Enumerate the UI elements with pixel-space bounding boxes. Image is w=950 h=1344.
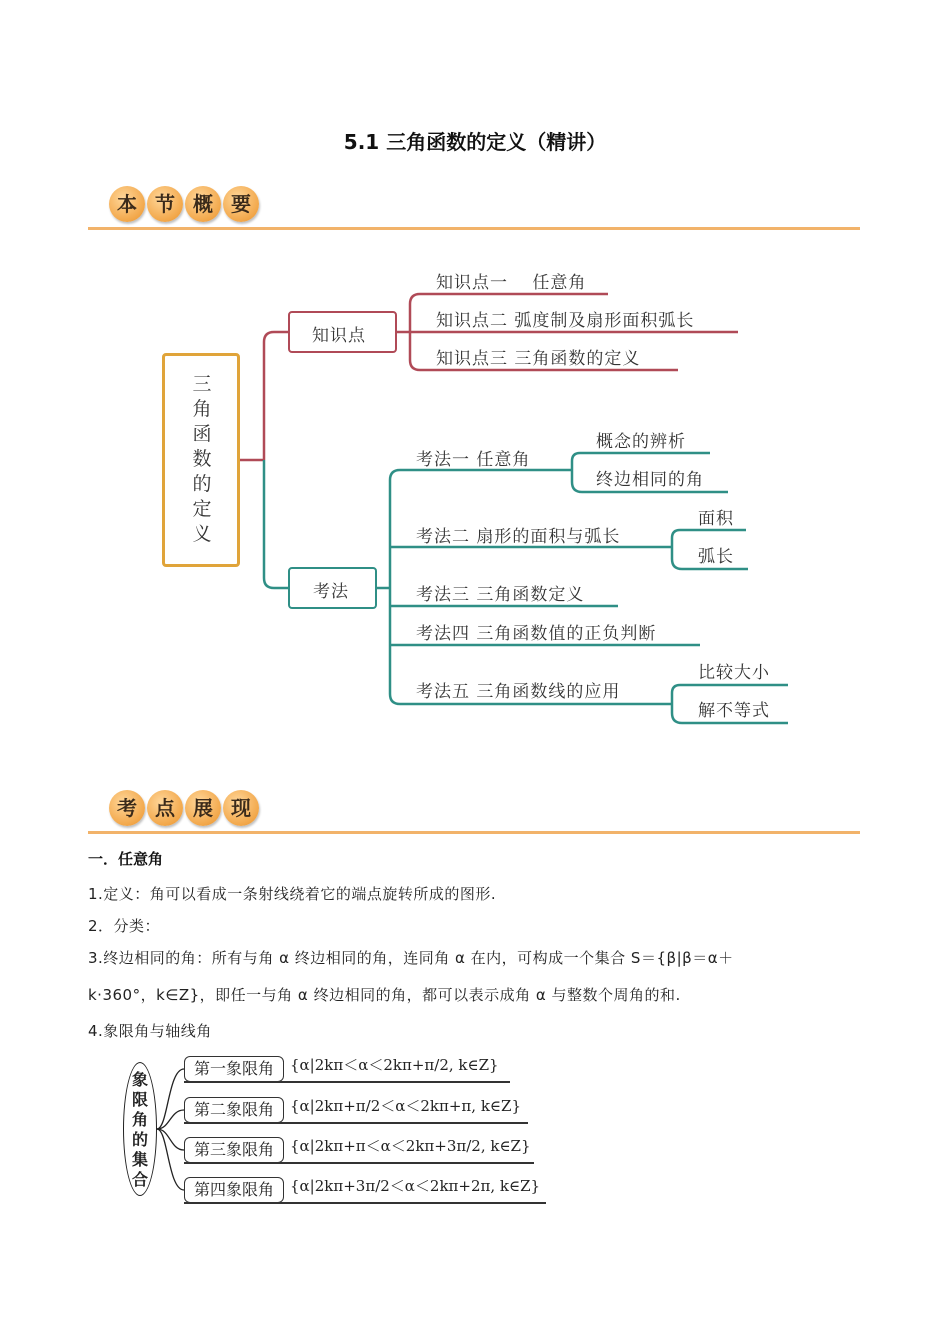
quadrant-label: 第二象限角 [184,1097,284,1123]
oval-char: 合 [131,1170,148,1189]
method-sub-item: 概念的辨析 [596,432,686,452]
method-sub-item: 面积 [698,509,734,529]
root-char: 的 [192,473,212,495]
method-item: 考法一 任意角 [416,450,531,470]
mindmap-knowledge-label: 知识点 [312,326,366,346]
quadrant-formula: {α|2kπ+π/2＜α＜2kπ+π, k∈Z} [290,1097,521,1115]
quadrant-underline [184,1122,528,1124]
oval-char: 角 [131,1110,148,1129]
paragraph-definition: 1.定义：角可以看成一条射线绕着它的端点旋转所成的图形. [88,885,497,903]
oval-char: 限 [131,1090,148,1109]
banner-char: 节 [147,186,183,222]
banner-char: 展 [185,790,221,826]
quadrant-label: 第四象限角 [184,1177,284,1203]
root-char: 三 [192,373,212,395]
mindmap-methods-label: 考法 [313,582,349,602]
method-item: 考法三 三角函数定义 [416,585,585,605]
paragraph-quadrant-title: 4.象限角与轴线角 [88,1022,212,1040]
quadrant-label: 第一象限角 [184,1056,284,1082]
banner-char: 考 [109,790,145,826]
root-char: 角 [192,398,212,420]
oval-char: 集 [131,1150,148,1169]
page-title: 5.1 三角函数的定义（精讲） [343,130,607,154]
paragraph-coterminal-1: 3.终边相同的角：所有与角 α 终边相同的角，连同角 α 在内，可构成一个集合 S＝{β|β＝α＋ [88,949,734,967]
root-char: 定 [192,498,212,520]
knowledge-item: 知识点三 三角函数的定义 [436,349,641,369]
method-item: 考法四 三角函数值的正负判断 [416,624,657,644]
knowledge-item: 知识点二 弧度制及扇形面积弧长 [436,311,695,331]
quadrant-oval-label [130,1070,150,1190]
method-sub-item: 终边相同的角 [596,470,704,490]
method-sub-item: 弧长 [698,547,734,567]
oval-char: 的 [131,1130,148,1149]
banner-char: 概 [185,186,221,222]
method-item: 考法二 扇形的面积与弧长 [416,527,621,547]
banner-char: 要 [223,186,259,222]
quadrant-underline [184,1202,546,1204]
method-item: 考法五 三角函数线的应用 [416,682,621,702]
banner-char: 现 [223,790,259,826]
method-sub-item: 比较大小 [698,663,770,683]
quadrant-label: 第三象限角 [184,1137,284,1163]
quadrant-formula: {α|2kπ+3π/2＜α＜2kπ+2π, k∈Z} [290,1177,541,1195]
root-char: 义 [192,523,212,545]
banner-char: 点 [147,790,183,826]
quadrant-underline [184,1162,534,1164]
root-char: 数 [192,448,212,470]
oval-char: 象 [131,1070,148,1089]
knowledge-item: 知识点一 任意角 [436,273,587,293]
root-char: 函 [192,423,212,445]
quadrant-formula: {α|2kπ＜α＜2kπ+π/2, k∈Z} [290,1056,499,1074]
paragraph-coterminal-2: k·360°，k∈Z}，即任一与角 α 终边相同的角，都可以表示成角 α 与整数个周角的和. [88,986,681,1004]
method-sub-item: 解不等式 [698,701,770,721]
banner-char: 本 [109,186,145,222]
section-heading: 一．任意角 [88,850,164,868]
paragraph-classification: 2．分类： [88,917,161,935]
quadrant-formula: {α|2kπ+π＜α＜2kπ+3π/2, k∈Z} [290,1137,531,1155]
quadrant-underline [184,1081,510,1083]
